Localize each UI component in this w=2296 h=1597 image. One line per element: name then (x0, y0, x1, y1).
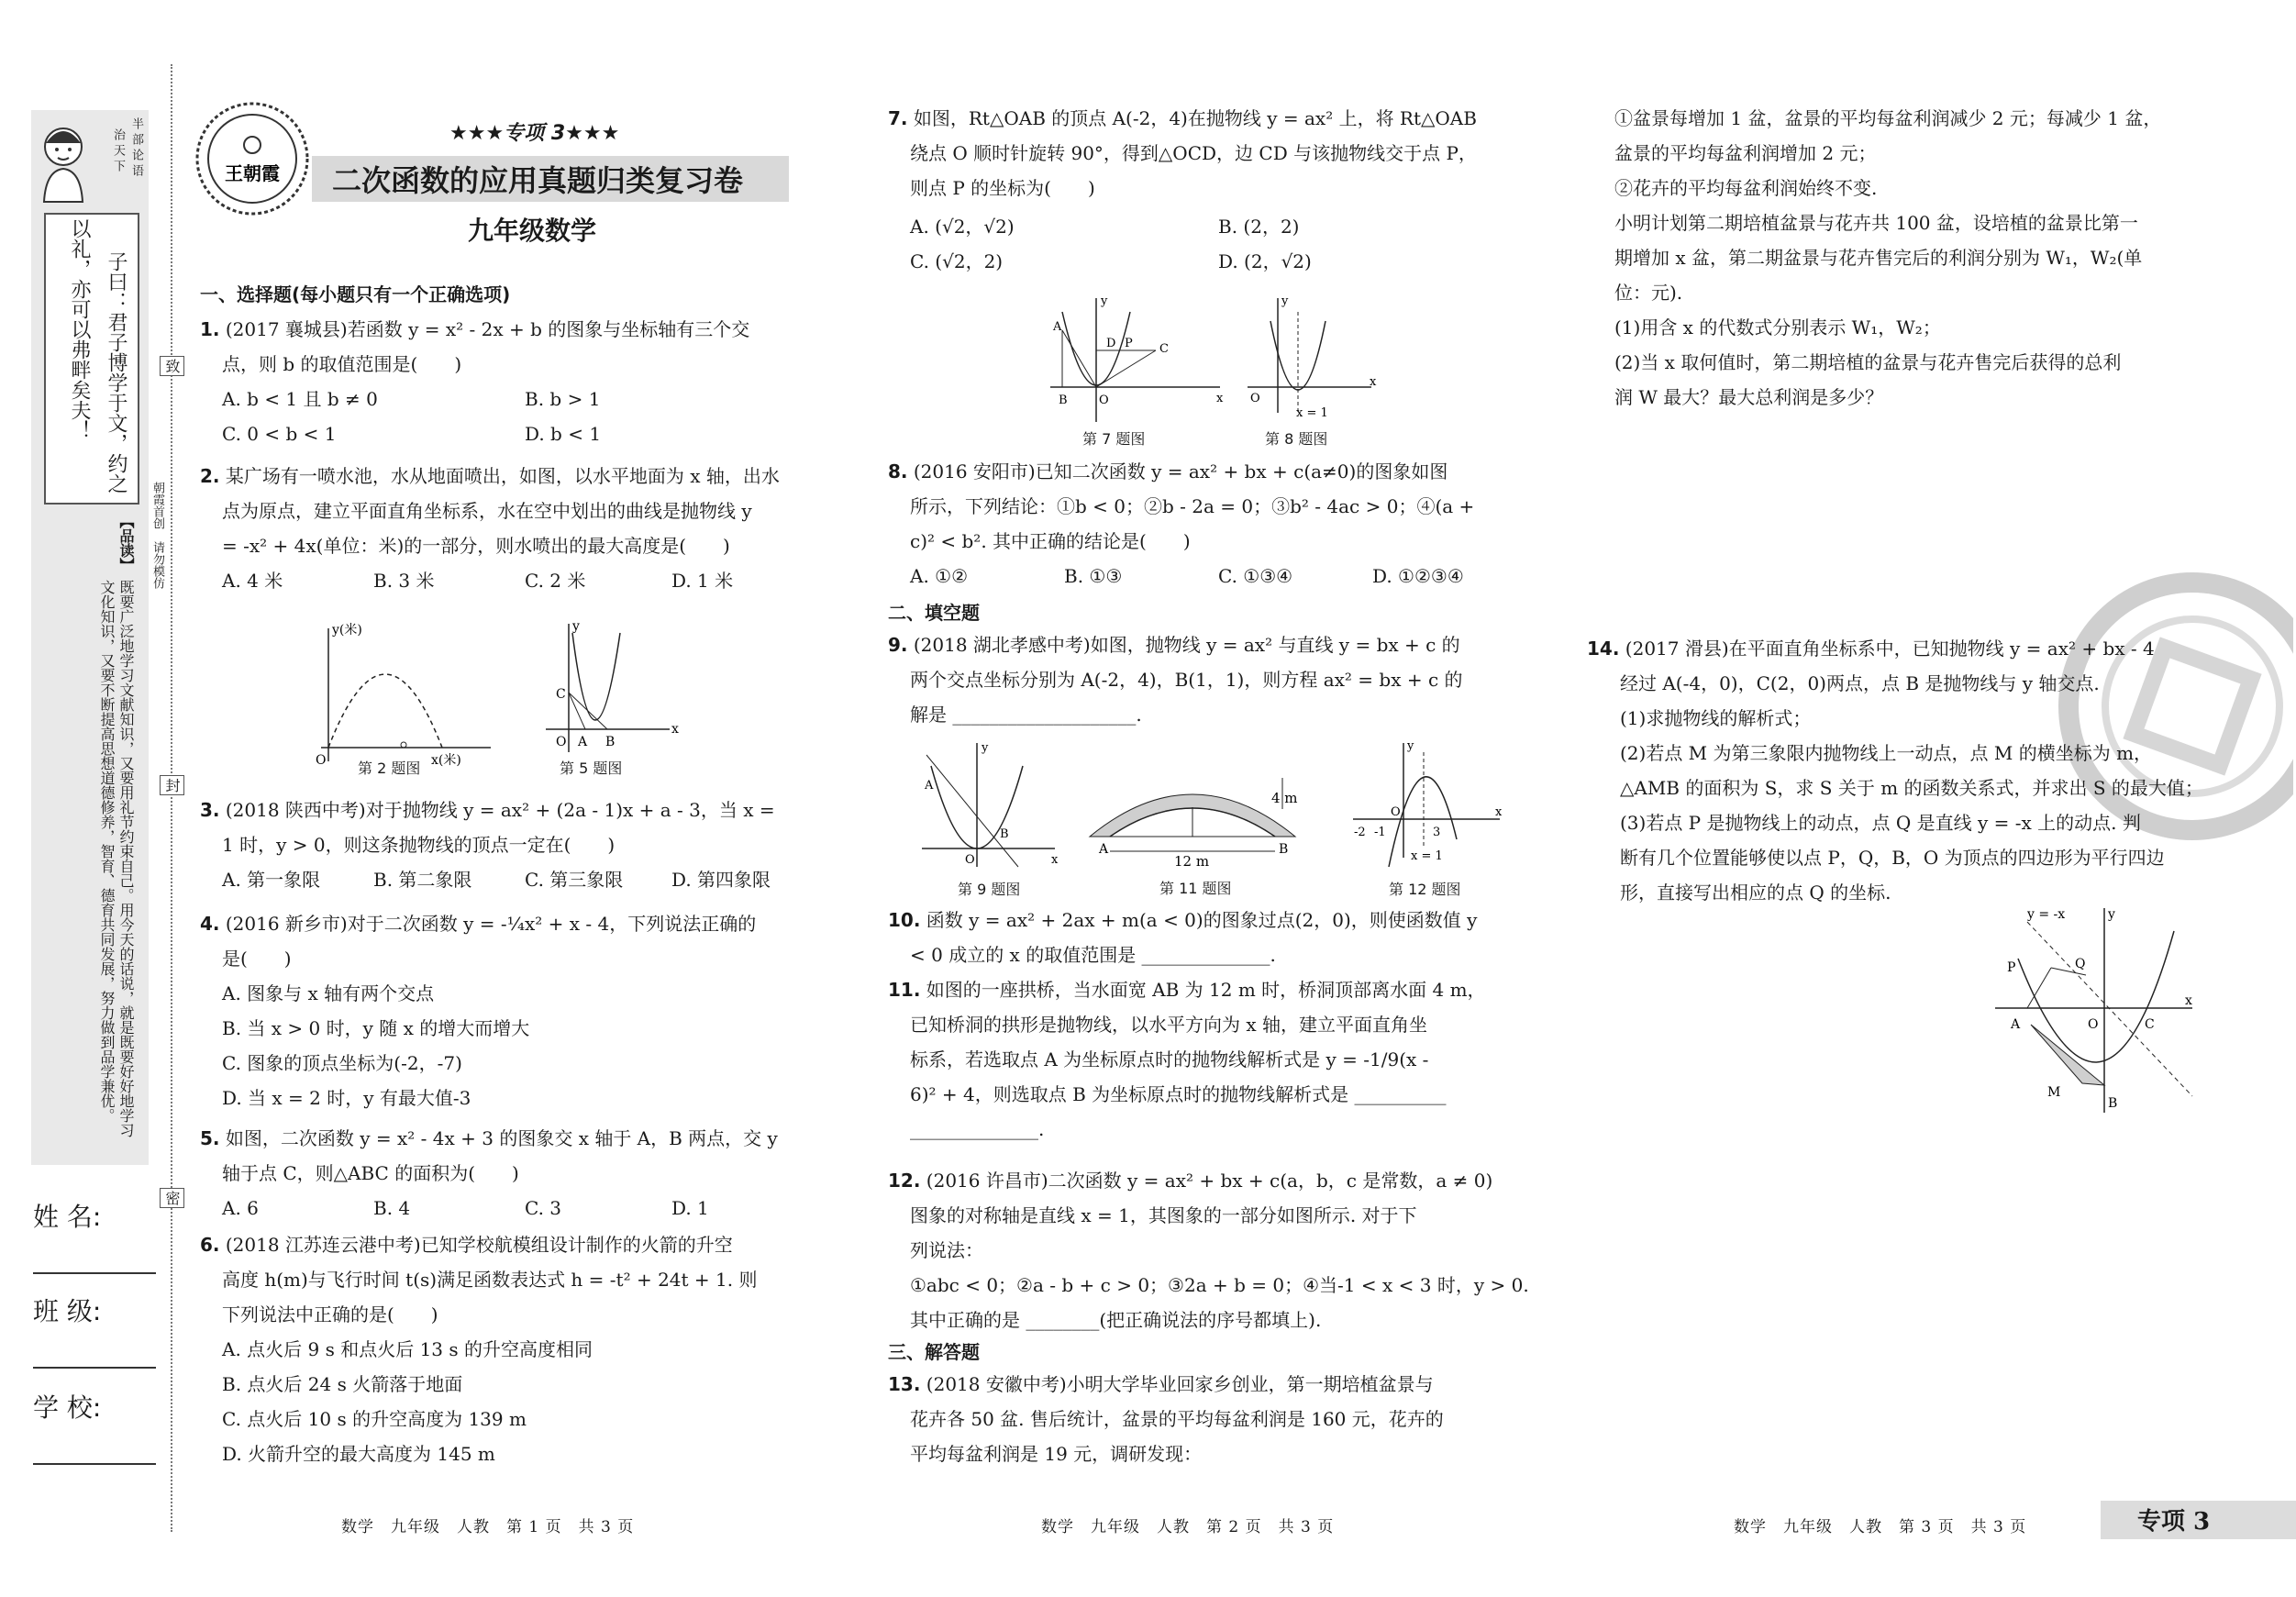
q-line: c)² < b². 其中正确的结论是( ) (910, 530, 1191, 552)
pindu-label: 【品读】 (117, 514, 135, 572)
svg-text:y: y (982, 741, 989, 755)
pindu-text: 既要广泛地学习文献知识，又要用礼节约束自己。用今天的话说，就是既要好好地学习文化知识，又要不断提高思想道德修养，智育、德育共同发展，努力做到品学兼优。 (98, 580, 135, 1137)
q-line: 平均每盆利润是 19 元，调研发现： (910, 1443, 1203, 1465)
q-line: 1 时，y > 0，则这条抛物线的顶点一定在( ) (222, 834, 616, 856)
school-field[interactable] (33, 1388, 161, 1466)
svg-text:-2: -2 (1354, 826, 1366, 839)
option-c[interactable]: C. 3 (525, 1197, 562, 1219)
q-line: ②花卉的平均每盆利润始终不变. (1614, 177, 1878, 199)
q-line: 经过 A(-4，0)，C(2，0)两点，点 B 是抛物线与 y 轴交点. (1620, 672, 2100, 694)
q-line: (2016 安阳市)已知二次函数 y = ax² + bx + c(a≠0)的图象如图 (913, 460, 1448, 482)
fig-label: 4 m (1271, 790, 1298, 806)
page-footer: 数学 九年级 人教 第 1 页 共 3 页 (341, 1518, 635, 1536)
svg-text:B: B (1000, 827, 1009, 841)
figure-8 (1243, 294, 1381, 449)
header-char: 天 (111, 144, 125, 156)
q-line: = -x² + 4x(单位：米)的一部分，则水喷出的最大高度是( ) (222, 535, 730, 557)
q-line: 所示，下列结论：①b < 0；②b - 2a = 0；③b² - 4ac > 0；④(a + (910, 495, 1475, 517)
option-b[interactable]: B. 4 (373, 1197, 411, 1219)
svg-text:O: O (1250, 392, 1260, 405)
fig-label: B (605, 735, 616, 749)
option-d[interactable]: D. ①②③④ (1372, 565, 1464, 587)
q-line: 期增加 x 盆，第二期盆景与花卉售完后的利润分别为 W₁，W₂(单 (1614, 247, 2143, 269)
answer-blank[interactable]: 解是 ____________________. (910, 704, 1142, 726)
svg-text:3: 3 (1433, 826, 1441, 839)
header-char: 语 (129, 164, 143, 176)
q-line: (1)求抛物线的解析式； (1620, 707, 1812, 729)
q-line: (2018 湖北孝感中考)如图，抛物线 y = ax² 与直线 y = bx + c 的 (913, 634, 1460, 656)
fig-label: B (1279, 842, 1289, 857)
question-7 (888, 101, 1521, 279)
section-1-heading: 一、选择题(每小题只有一个正确选项) (200, 283, 511, 305)
page-footer: 数学 九年级 人教 第 2 页 共 3 页 (1041, 1518, 1335, 1536)
svg-text:M: M (2047, 1085, 2061, 1100)
svg-text:A: A (1053, 320, 1062, 334)
q-number: 1. (200, 318, 220, 340)
q-line: 盆景的平均每盆利润增加 2 元； (1614, 142, 1877, 164)
option-a[interactable]: A. 点火后 9 s 和点火后 13 s 的升空高度相同 (222, 1338, 593, 1360)
option-d[interactable]: D. 1 米 (671, 570, 734, 592)
option-c[interactable]: C. 点火后 10 s 的升空高度为 139 m (222, 1408, 527, 1430)
fig-label: 12 m (1174, 853, 1210, 870)
question-3 (200, 793, 824, 897)
fig-label: x = 1 (1296, 406, 1328, 420)
question-12 (888, 1163, 1529, 1337)
class-field[interactable] (33, 1292, 161, 1370)
q-line: (2)当 x 取何值时，第二期培植的盆景与花卉售完后获得的总利 (1614, 351, 2122, 373)
name-line (33, 1272, 156, 1274)
figure-7 (1046, 294, 1229, 449)
svg-text:O: O (1099, 394, 1109, 407)
q-line: 两个交点坐标分别为 A(-2，4)，B(1，1)，则方程 ax² = bx + c 的 (910, 669, 1463, 691)
svg-text:x: x (1495, 805, 1503, 819)
svg-text:-1: -1 (1374, 826, 1386, 839)
option-a[interactable]: A. ①② (910, 565, 969, 587)
q-line: 某广场有一喷水池，水从地面喷出，如图，以水平地面为 x 轴，出水 (225, 465, 780, 487)
svg-text:x: x (1216, 392, 1224, 405)
svg-text:P: P (2007, 960, 2016, 975)
school-label: 学 校: (33, 1392, 102, 1423)
question-1 (200, 312, 824, 451)
q-number: 7. (888, 107, 908, 129)
q-line: 点为原点，建立平面直角坐标系，水在空中划出的曲线是抛物线 y (222, 500, 752, 522)
q-line: 润 W 最大？最大总利润是多少？ (1614, 386, 1884, 408)
question-8 (888, 454, 1521, 593)
svg-text:B: B (1059, 394, 1068, 407)
option-d[interactable]: D. (2，√2) (1218, 250, 1312, 272)
option-c[interactable]: C. ①③④ (1218, 565, 1293, 587)
option-d[interactable]: D. b < 1 (525, 423, 602, 445)
q-line: 绕点 O 顺时针旋转 90°，得到△OCD，边 CD 与该抛物线交于点 P， (910, 142, 1477, 164)
figure-5 (532, 619, 688, 784)
svg-text:x: x (1370, 375, 1377, 389)
figure-11 (1082, 761, 1312, 899)
svg-text:C: C (1159, 342, 1169, 356)
figure-caption: 第 11 题图 (1159, 880, 1232, 897)
question-14 (1587, 631, 2257, 910)
option-a[interactable]: A. b < 1 且 b ≠ 0 (222, 388, 378, 410)
q-line: 则点 P 的坐标为( ) (910, 177, 1095, 199)
svg-text:O: O (1391, 805, 1401, 819)
figure-caption: 第 12 题图 (1389, 881, 1461, 898)
option-c[interactable]: C. 2 米 (525, 570, 586, 592)
q-line: 已知桥洞的拱形是抛物线，以水平方向为 x 轴，建立平面直角坐 (910, 1014, 1427, 1036)
brand-logo (193, 99, 312, 218)
q-line: (2)若点 M 为第三象限内抛物线上一动点，点 M 的横坐标为 m， (1620, 742, 2153, 764)
option-b[interactable]: B. 第二象限 (373, 869, 472, 891)
svg-text:A: A (925, 779, 934, 793)
q-number: 5. (200, 1127, 220, 1149)
figure-caption: 第 7 题图 (1082, 430, 1146, 448)
q-number: 3. (200, 799, 220, 821)
side-note: 密 (160, 1188, 184, 1208)
q-line: △AMB 的面积为 S，求 S 关于 m 的函数关系式，并求出 S 的最大值； (1620, 777, 2203, 799)
figure-caption: 第 2 题图 (358, 760, 421, 777)
option-b[interactable]: B. 3 米 (373, 570, 435, 592)
fig-label: A (578, 735, 588, 749)
fig-label: O (556, 735, 567, 749)
figure-12 (1348, 738, 1509, 899)
q-number: 14. (1587, 638, 1620, 660)
q-number: 2. (200, 465, 220, 487)
logo-text: 王朝霞 (225, 162, 280, 184)
option-c[interactable]: C. 0 < b < 1 (222, 423, 337, 445)
school-line (33, 1463, 156, 1465)
question-13 (888, 1367, 1521, 1471)
answer-blank[interactable]: ______________. (910, 1118, 1045, 1140)
side-note: 致 (160, 356, 184, 376)
q-number: 11. (888, 979, 921, 1001)
svg-text:y: y (1101, 294, 1108, 308)
q-line: (2018 安徽中考)小明大学毕业回家乡创业，第一期培植盆景与 (926, 1373, 1434, 1395)
question-9 (888, 627, 1521, 732)
q-number: 8. (888, 460, 908, 482)
option-b[interactable]: B. b > 1 (525, 388, 601, 410)
figure-caption: 第 8 题图 (1265, 430, 1328, 448)
option-a[interactable]: A. 6 (222, 1197, 259, 1219)
svg-text:Q: Q (2075, 957, 2086, 971)
question-13-continued (1614, 101, 2257, 415)
q-line: 高度 h(m)与飞行时间 t(s)满足函数表达式 h = -t² + 24t + 1. 则 (222, 1269, 758, 1291)
question-2 (200, 459, 824, 598)
answer-blank[interactable]: 6)² + 4，则选取点 B 为坐标原点时的抛物线解析式是 __________ (910, 1083, 1447, 1105)
q-line: 如图，Rt△OAB 的顶点 A(-2，4)在抛物线 y = ax² 上，将 Rt△OAB (913, 107, 1477, 129)
option-b[interactable]: B. 当 x > 0 时，y 随 x 的增大而增大 (222, 1017, 530, 1039)
question-4 (200, 906, 824, 1115)
option-c[interactable]: C. 第三象限 (525, 869, 624, 891)
q-line: (2016 许昌市)二次函数 y = ax² + bx + c(a，b，c 是常数，a ≠ 0) (926, 1170, 1493, 1192)
header-char: 下 (111, 160, 125, 172)
svg-text:P: P (1125, 337, 1133, 350)
q-line: (1)用含 x 的代数式分别表示 W₁，W₂； (1614, 316, 1941, 338)
q-line: 如图的一座拱桥，当水面宽 AB 为 12 m 时，桥洞顶部离水面 4 m， (926, 979, 1486, 1001)
q-line: 函数 y = ax² + 2ax + m(a < 0)的图象过点(2，0)，则使函数值 y (926, 909, 1478, 931)
figure-14 (1991, 904, 2211, 1115)
fig-label: x(米) (431, 753, 461, 768)
fig-label: y = -x (2027, 907, 2066, 922)
q-line: (2018 江苏连云港中考)已知学校航模组设计制作的火箭的升空 (225, 1234, 733, 1256)
fig-label: O (316, 753, 327, 768)
q-number: 13. (888, 1373, 921, 1395)
header-char: 部 (129, 133, 143, 145)
q-number: 6. (200, 1234, 220, 1256)
q-line: (2016 新乡市)对于二次函数 y = -¼x² + x - 4，下列说法正确的 (225, 913, 757, 935)
section-3-heading: 三、解答题 (888, 1341, 980, 1363)
answer-blank[interactable]: 其中正确的是 ________(把正确说法的序号都填上). (910, 1309, 1322, 1331)
name-label: 姓 名: (33, 1202, 102, 1232)
class-line (33, 1367, 156, 1369)
question-11 (888, 972, 1521, 1147)
q-line: (2017 滑县)在平面直角坐标系中，已知抛物线 y = ax² + bx - 4 (1625, 638, 2155, 660)
option-d[interactable]: D. 第四象限 (671, 869, 771, 891)
option-c[interactable]: C. 图象的顶点坐标为(-2，-7) (222, 1052, 462, 1074)
author-portrait (35, 117, 92, 205)
question-5 (200, 1121, 824, 1225)
q-line: ①abc < 0；②a - b + c > 0；③2a + b = 0；④当-1 < x < 3 时，y > 0. (910, 1274, 1529, 1296)
option-d[interactable]: D. 火箭升空的最大高度为 145 m (222, 1443, 495, 1465)
option-a[interactable]: A. 4 米 (222, 570, 283, 592)
q-number: 9. (888, 634, 908, 656)
fig-label: y (572, 619, 580, 634)
q-line: 小明计划第二期培植盆景与花卉共 100 盆，设培植的盆景比第一 (1614, 212, 2138, 234)
svg-text:y: y (1407, 739, 1414, 753)
section-2-heading: 二、填空题 (888, 602, 980, 624)
side-note: 请勿模仿 (150, 541, 164, 589)
page-title: 二次函数的应用真题归类复习卷 (332, 163, 744, 198)
q-line: 轴于点 C，则△ABC 的面积为( ) (222, 1162, 519, 1184)
quote-cont: 以礼，亦可以弗畔矣夫！ (68, 218, 91, 440)
header-chars (94, 117, 145, 209)
q-line: 下列说法中正确的是( ) (222, 1303, 438, 1325)
header-char: 半 (129, 117, 143, 129)
question-6 (200, 1227, 824, 1471)
option-d[interactable]: D. 当 x = 2 时，y 有最大值-3 (222, 1087, 471, 1109)
q-line: 列说法： (910, 1239, 983, 1261)
option-b[interactable]: B. ①③ (1064, 565, 1123, 587)
svg-text:y: y (2108, 907, 2115, 922)
option-a[interactable]: A. 图象与 x 轴有两个交点 (222, 982, 435, 1004)
svg-text:B: B (2108, 1096, 2118, 1111)
q-line: 标系，若选取点 A 为坐标原点时的抛物线解析式是 y = -1/9(x - (910, 1048, 1429, 1070)
fig-label: C (556, 687, 566, 702)
binding-line (171, 64, 172, 1532)
q-line: 位：元). (1614, 282, 1683, 304)
answer-blank[interactable]: < 0 成立的 x 的取值范围是 ______________. (910, 944, 1276, 966)
figure-caption: 第 5 题图 (560, 760, 623, 777)
option-b[interactable]: B. (2，2) (1218, 216, 1300, 238)
pindu-box (44, 514, 139, 1147)
q-number: 12. (888, 1170, 921, 1192)
quote-box (44, 213, 139, 505)
header-badge: ★★★专项 3★★★ (449, 122, 620, 145)
section-tab-label: 专项 3 (2137, 1508, 2211, 1536)
q-line: 花卉各 50 盆. 售后统计，盆景的平均每盆利润是 160 元，花卉的 (910, 1408, 1444, 1430)
q-line: 如图，二次函数 y = x² - 4x + 3 的图象交 x 轴于 A，B 两点，交 y (225, 1127, 778, 1149)
q-line: (2018 陕西中考)对于抛物线 y = ax² + (2a - 1)x + a - 3，当 x = (225, 799, 775, 821)
svg-text:C: C (2145, 1017, 2155, 1032)
side-note: 封 (160, 775, 184, 795)
option-a[interactable]: A. (√2，√2) (910, 216, 1015, 238)
question-10 (888, 903, 1521, 972)
figure-2 (303, 619, 505, 784)
fig-label: A (1099, 842, 1109, 857)
svg-text:y: y (1281, 294, 1289, 308)
q-line: ①盆景每增加 1 盆，盆景的平均每盆利润减少 2 元；每减少 1 盆， (1614, 107, 2162, 129)
q-line: 图象的对称轴是直线 x = 1，其图象的一部分如图所示. 对于下 (910, 1204, 1417, 1226)
page-footer: 数学 九年级 人教 第 3 页 共 3 页 (1734, 1518, 2027, 1536)
svg-text:x: x (2185, 993, 2192, 1008)
class-label: 班 级: (33, 1296, 102, 1326)
fig-label: x (671, 722, 679, 737)
fig-label: y(米) (332, 623, 362, 638)
option-d[interactable]: D. 1 (671, 1197, 709, 1219)
q-number: 4. (200, 913, 220, 935)
q-line: 是( ) (222, 948, 292, 970)
svg-text:x: x (1051, 853, 1059, 867)
option-b[interactable]: B. 点火后 24 s 火箭落于地面 (222, 1373, 463, 1395)
figure-caption: 第 9 题图 (958, 881, 1021, 898)
fig-label: x = 1 (1411, 849, 1443, 863)
page-subtitle: 九年级数学 (468, 216, 597, 246)
svg-text:O: O (965, 853, 975, 867)
svg-text:A: A (2011, 1017, 2021, 1032)
option-a[interactable]: A. 第一象限 (222, 869, 321, 891)
figure-9 (917, 738, 1064, 899)
svg-text:D: D (1106, 337, 1116, 350)
option-c[interactable]: C. (√2，2) (910, 250, 1004, 272)
q-line: (2017 襄城县)若函数 y = x² - 2x + b 的图象与坐标轴有三个交 (225, 318, 750, 340)
q-line: 断有几个位置能够使以点 P，Q，B，O 为顶点的四边形为平行四边 (1620, 847, 2165, 869)
header-char: 论 (129, 149, 143, 161)
header-char: 治 (111, 128, 125, 140)
q-line: 点，则 b 的取值范围是( ) (222, 353, 462, 375)
q-line: (3)若点 P 是抛物线上的动点，点 Q 是直线 y = -x 上的动点. 判 (1620, 812, 2141, 834)
side-note: 朝霞首创 (150, 482, 164, 529)
quote-main: 子曰：君子博学于文，约之 (105, 251, 128, 494)
q-number: 10. (888, 909, 921, 931)
svg-text:O: O (2088, 1017, 2099, 1032)
q-line: 形，直接写出相应的点 Q 的坐标. (1620, 882, 1891, 904)
name-field[interactable] (33, 1197, 161, 1275)
